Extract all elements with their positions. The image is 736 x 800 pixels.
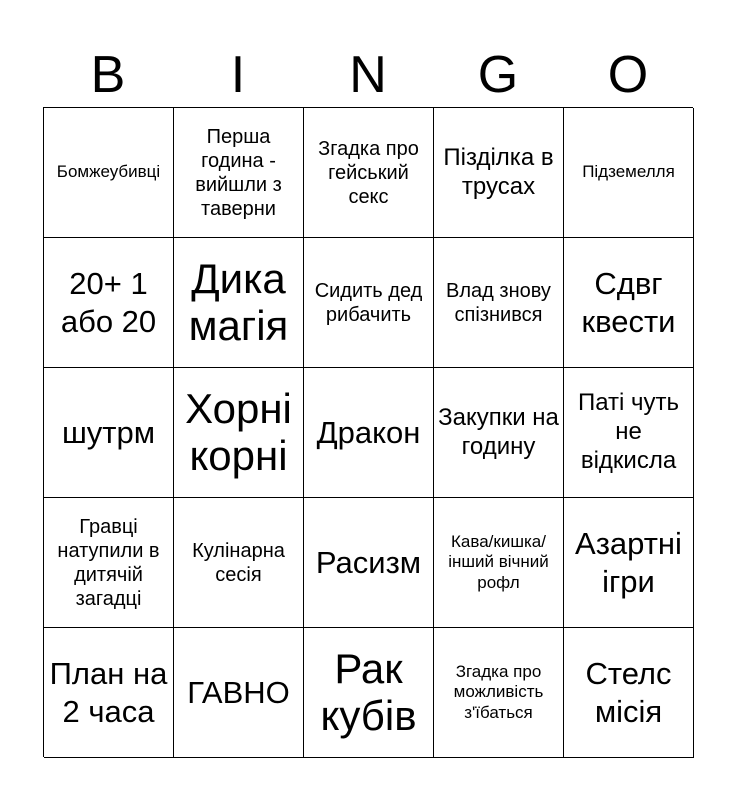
header-letter-n: N bbox=[349, 46, 387, 104]
bingo-cell[interactable]: Сидить дед рибачить bbox=[304, 238, 434, 368]
bingo-cell[interactable]: Згадка про можливість з'їбаться bbox=[434, 628, 564, 758]
bingo-cell[interactable]: Хорні корні bbox=[174, 368, 304, 498]
header-letter-b: B bbox=[90, 46, 126, 104]
bingo-cell[interactable]: Пізділка в трусах bbox=[434, 108, 564, 238]
bingo-cell[interactable]: Закупки на годину bbox=[434, 368, 564, 498]
bingo-cell[interactable]: 20+ 1 або 20 bbox=[44, 238, 174, 368]
bingo-cell[interactable]: Бомжеубивці bbox=[44, 108, 174, 238]
bingo-cell[interactable]: Кулінарна сесія bbox=[174, 498, 304, 628]
bingo-cell[interactable]: Дика магія bbox=[174, 238, 304, 368]
bingo-cell[interactable]: План на 2 часа bbox=[44, 628, 174, 758]
bingo-cell[interactable]: Паті чуть не відкисла bbox=[564, 368, 694, 498]
header-letter-i: I bbox=[230, 46, 246, 104]
header-letter-o: O bbox=[607, 46, 649, 104]
bingo-cell[interactable]: Гравці натупили в дитячій загадці bbox=[44, 498, 174, 628]
bingo-cell[interactable]: Згадка про гейський секс bbox=[304, 108, 434, 238]
bingo-cell[interactable]: Стелс місія bbox=[564, 628, 694, 758]
bingo-header bbox=[43, 44, 693, 106]
bingo-cell[interactable]: шутрм bbox=[44, 368, 174, 498]
bingo-cell[interactable]: Перша година - вийшли з таверни bbox=[174, 108, 304, 238]
header-letter-g: G bbox=[477, 46, 519, 104]
bingo-cell[interactable]: Азартні ігри bbox=[564, 498, 694, 628]
bingo-cell[interactable]: Підземелля bbox=[564, 108, 694, 238]
bingo-cell[interactable]: ГАВНО bbox=[174, 628, 304, 758]
bingo-cell[interactable]: Влад знову спізнився bbox=[434, 238, 564, 368]
bingo-cell[interactable]: Рак кубів bbox=[304, 628, 434, 758]
bingo-cell[interactable]: Расизм bbox=[304, 498, 434, 628]
bingo-board bbox=[43, 107, 693, 757]
bingo-cell[interactable]: Дракон bbox=[304, 368, 434, 498]
bingo-cell[interactable]: Кава/кишка/інший вічний рофл bbox=[434, 498, 564, 628]
bingo-cell[interactable]: Сдвг квести bbox=[564, 238, 694, 368]
